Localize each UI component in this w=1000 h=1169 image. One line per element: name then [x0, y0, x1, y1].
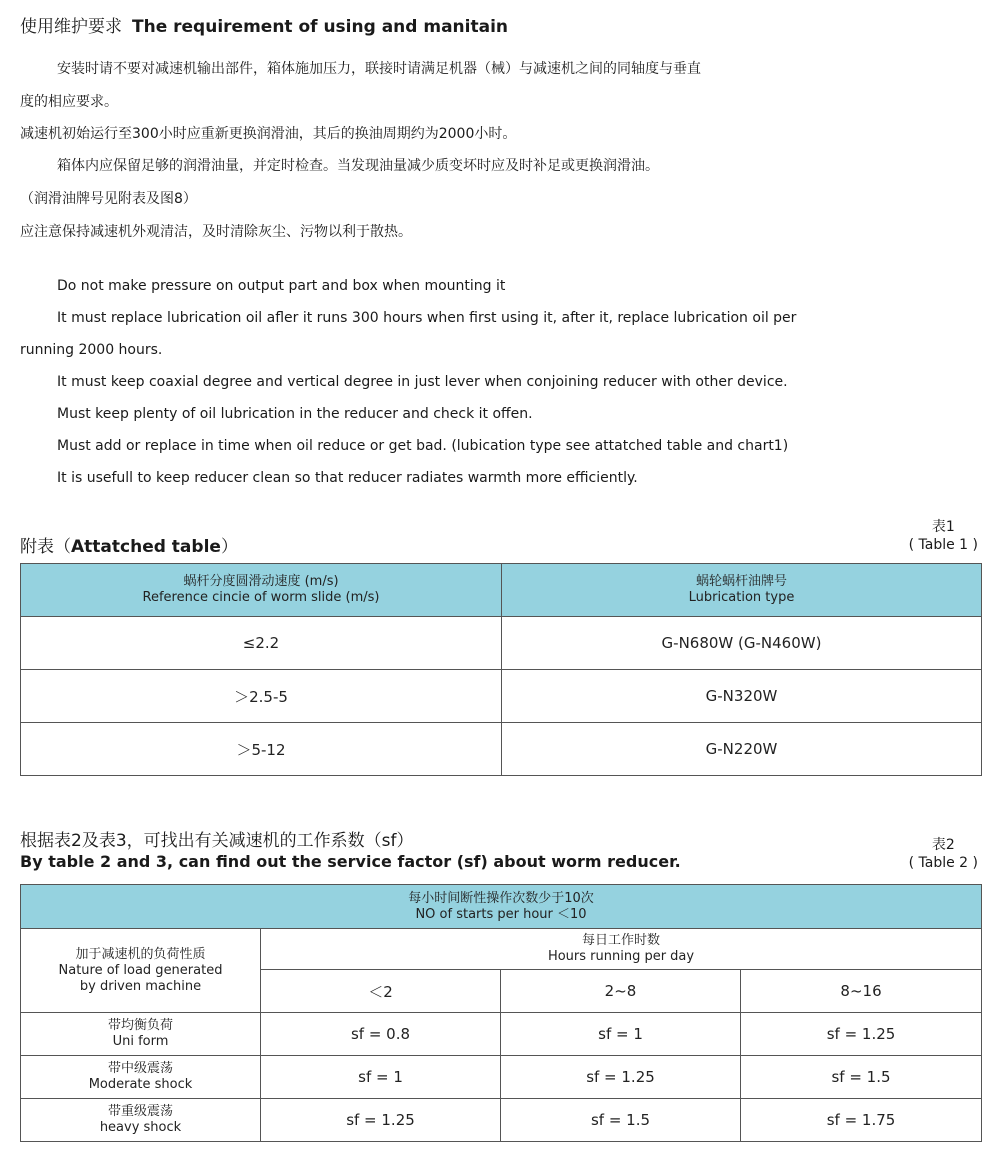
cn-paragraph: 箱体内应保留足够的润滑油量，并定时检查。当发现油量减少质变坏时应及时补足或更换润滑油。 [57, 158, 659, 174]
table2-load-type [21, 1013, 261, 1056]
load-type-en: heavy shock [99, 1120, 182, 1135]
table-row [21, 1013, 982, 1056]
cn-paragraph: （润滑油牌号见附表及图8） [20, 191, 197, 207]
section-title-cn: 使用维护要求 [20, 17, 122, 37]
load-type-en: Uni form [112, 1034, 169, 1049]
load-type-en: Moderate shock [88, 1077, 193, 1092]
table1-col-oil-en: Lubrication type [688, 590, 795, 605]
table1-speed-cell: ≤2.2 [21, 617, 502, 670]
service-factor-cell: sf = 1.5 [501, 1099, 741, 1142]
table1-heading [20, 532, 238, 557]
table2-load-type [21, 1056, 261, 1099]
table2-label-en: ( Table 2 ) [908, 855, 978, 871]
en-paragraph: It must keep coaxial degree and vertical degree in just lever when conjoining reducer with other device. [57, 374, 788, 390]
table-row [21, 1099, 982, 1142]
cn-paragraph: 度的相应要求。 [20, 94, 118, 110]
table2-load-cn: 加于减速机的负荷性质 [75, 946, 206, 962]
table1-oil-cell: G-N220W [502, 723, 982, 776]
service-factor-cell: sf = 1.75 [741, 1099, 982, 1142]
table1-col-speed-header [21, 564, 502, 617]
service-factor-table [20, 884, 982, 1142]
table2-title-cn: 根据表2及表3，可找出有关减速机的工作系数（sf） [20, 831, 414, 851]
table2-hours-cn: 每日工作时数 [582, 933, 661, 948]
table2-load-header [21, 929, 261, 1013]
service-factor-cell: sf = 1.25 [261, 1099, 501, 1142]
cn-paragraph: 安装时请不要对减速机输出部件，箱体施加压力，联接时请满足机器（械）与减速机之间的同轴度与垂直 [57, 61, 701, 77]
table2-label [909, 836, 978, 872]
en-paragraph: It must replace lubrication oil afler it runs 300 hours when first using it, after it, replace lubrication oil per [57, 310, 797, 326]
table2-load-type [21, 1099, 261, 1142]
table2-title-en: By table 2 and 3, can find out the service factor (sf) about worm reducer. [20, 852, 681, 871]
table1-col-oil-header [502, 564, 982, 617]
service-factor-cell: sf = 0.8 [261, 1013, 501, 1056]
table1-heading-close: ） [220, 537, 238, 557]
table2-load-en: Nature of load generated by driven machine [58, 962, 223, 994]
table2-hours-header [261, 929, 982, 970]
table2-hours-col: 2~8 [501, 970, 741, 1013]
service-factor-cell: sf = 1.25 [501, 1056, 741, 1099]
table1-label-cn: 表1 [931, 519, 955, 535]
table1-speed-cell: ＞2.5-5 [21, 670, 502, 723]
table-row [21, 723, 982, 776]
table2-starts-header [21, 885, 982, 929]
service-factor-cell: sf = 1 [501, 1013, 741, 1056]
table2-label-cn: 表2 [931, 837, 955, 853]
table2-starts-cn: 每小时间断性操作次数少于10次 [408, 890, 594, 906]
cn-paragraph: 应注意保持减速机外观清洁，及时清除灰尘、污物以利于散热。 [20, 224, 412, 240]
en-paragraph: Must keep plenty of oil lubrication in the reducer and check it offen. [57, 406, 533, 422]
service-factor-cell: sf = 1.25 [741, 1013, 982, 1056]
load-type-cn: 带均衡负荷 [107, 1018, 173, 1033]
en-paragraph: It is usefull to keep reducer clean so that reducer radiates warmth more efficiently. [57, 470, 638, 486]
table1-heading-cn: 附表（ [20, 537, 71, 557]
table-row [21, 670, 982, 723]
table1-col-speed-cn: 蜗杆分度圆滑动速度 (m/s) [183, 574, 339, 589]
table2-starts-en: NO of starts per hour ＜10 [415, 906, 587, 922]
table1-col-speed-en: Reference cincie of worm slide (m/s) [142, 590, 380, 605]
load-type-cn: 带重级震荡 [107, 1104, 173, 1119]
table1-label [909, 518, 978, 554]
table1-label-en: ( Table 1 ) [908, 537, 978, 553]
table2-hours-col: ＜2 [261, 970, 501, 1013]
load-type-cn: 带中级震荡 [107, 1061, 173, 1076]
en-paragraph: Do not make pressure on output part and box when mounting it [57, 278, 506, 294]
table2-hours-en: Hours running per day [547, 949, 695, 964]
table1-oil-cell: G-N320W [502, 670, 982, 723]
table-row [21, 617, 982, 670]
table1-oil-cell: G-N680W (G-N460W) [502, 617, 982, 670]
table1-heading-en: Attatched table [71, 537, 221, 557]
table1-speed-cell: ＞5-12 [21, 723, 502, 776]
table-row [21, 1056, 982, 1099]
lubrication-table [20, 563, 982, 776]
section-title [20, 12, 508, 37]
table1-col-oil-cn: 蜗轮蜗杆油牌号 [695, 574, 787, 589]
service-factor-cell: sf = 1.5 [741, 1056, 982, 1099]
section-title-en: The requirement of using and manitain [132, 17, 509, 37]
en-paragraph: running 2000 hours. [20, 342, 163, 358]
table2-hours-col: 8~16 [741, 970, 982, 1013]
cn-paragraph: 减速机初始运行至300小时应重新更换润滑油，其后的换油周期约为2000小时。 [20, 126, 517, 142]
en-paragraph: Must add or replace in time when oil reduce or get bad. (lubication type see attatched table and chart1) [57, 438, 789, 454]
service-factor-cell: sf = 1 [261, 1056, 501, 1099]
